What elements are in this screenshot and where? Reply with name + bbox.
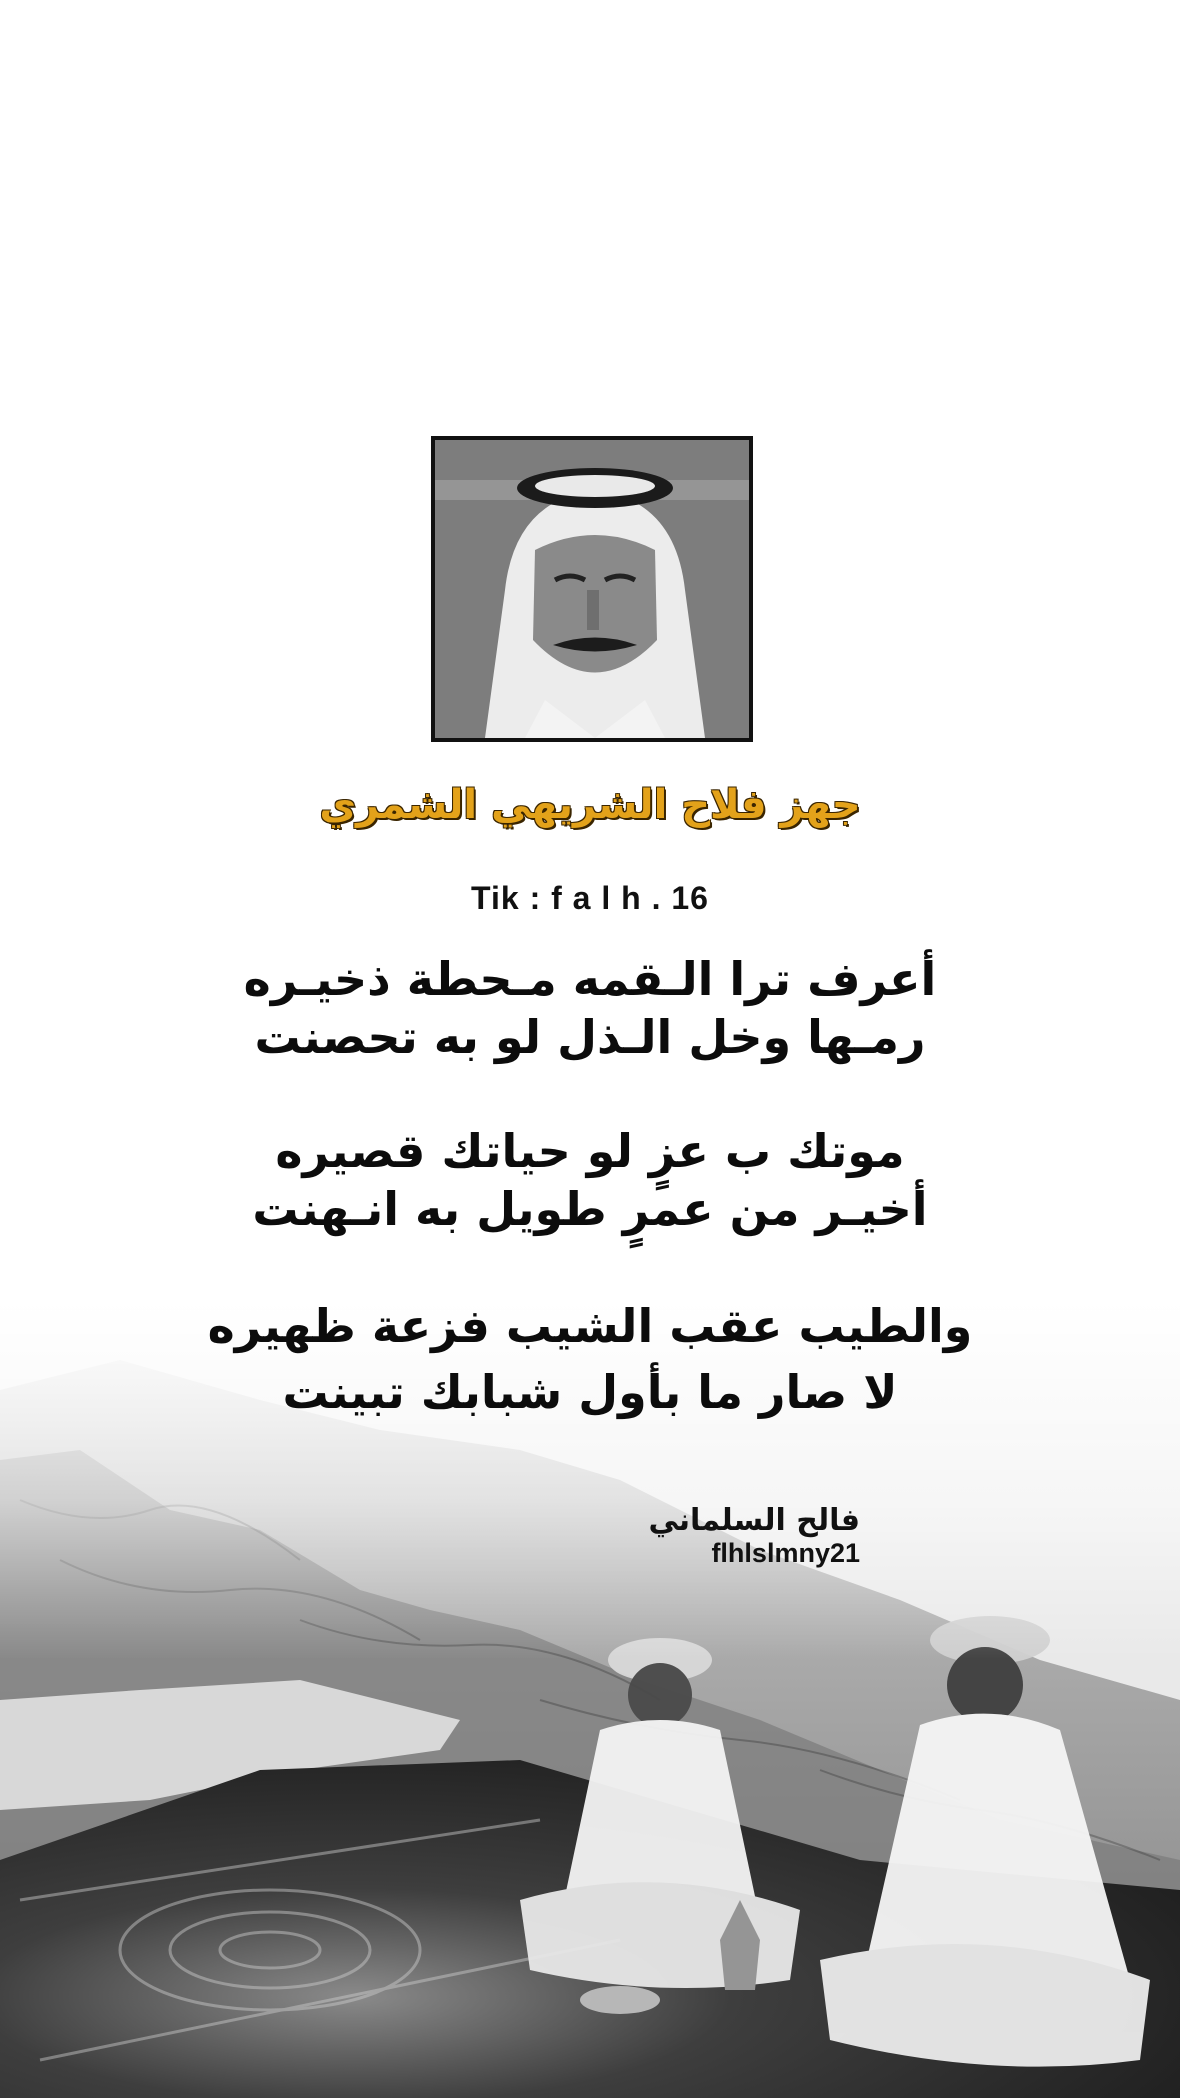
verse-2-line-1: موتك ب عزٍ لو حياتك قصيره — [275, 1124, 905, 1178]
verse-3-line-1: والطيب عقب الشيب فزعة ظهيره — [207, 1299, 973, 1353]
verse-2-line-2: أخيـر من عمرٍ طويل به انـهنت — [252, 1182, 928, 1236]
page-title: جهز فلاح الشريهي الشمري — [319, 782, 861, 828]
signature-username: flhlslmny21 — [711, 1538, 860, 1568]
signature-name: فالح السلماني — [648, 1503, 860, 1538]
portrait-photo — [431, 436, 753, 742]
tiktok-handle: Tik : f a l h . 16 — [471, 880, 709, 916]
verse-1-line-2: رمـها وخل الـذل لو به تحصنت — [254, 1010, 926, 1064]
verse-1-line-1: أعرف ترا الـقمه مـحطة ذخيـره — [243, 952, 937, 1006]
signature — [620, 1503, 860, 1569]
verse-3-line-2: لا صار ما بأول شبابك تبينت — [282, 1365, 898, 1419]
